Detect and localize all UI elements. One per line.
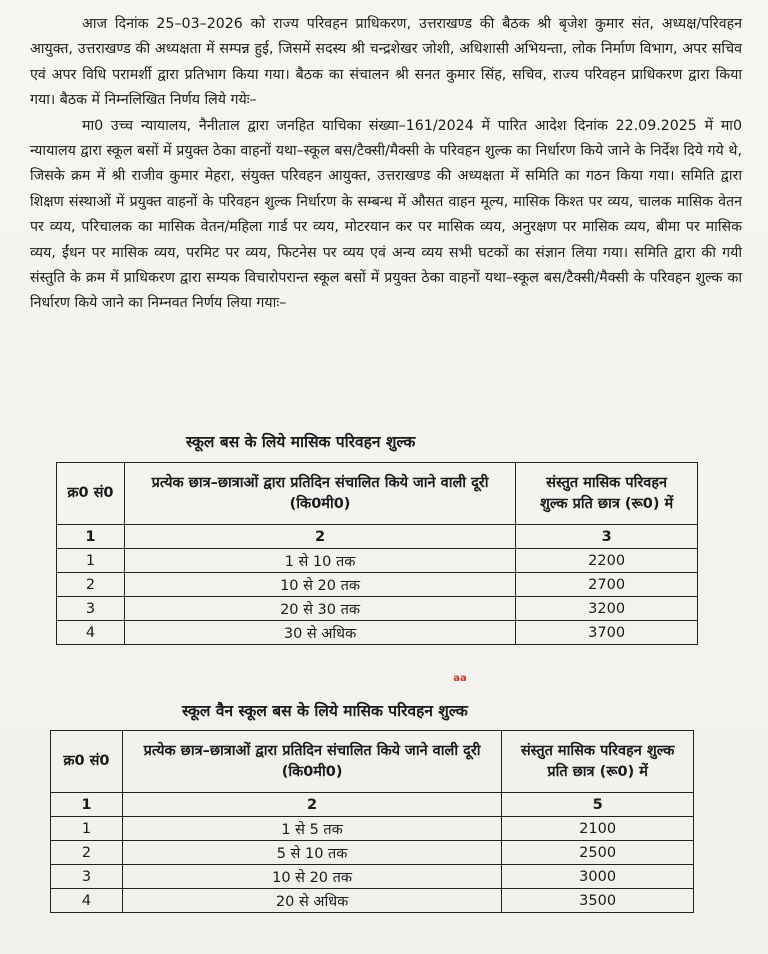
table1-header-serial: क्र0 सं0 [57, 463, 125, 525]
table1-colnum: 2 [124, 525, 515, 549]
table2-cell-distance: 20 से अधिक [122, 889, 501, 913]
table-row [57, 597, 698, 621]
table1-header-fee: संस्तुत मासिक परिवहन शुल्क प्रति छात्र (रू0) में [516, 463, 698, 525]
table-row [57, 621, 698, 645]
table2-cell-distance: 1 से 5 तक [122, 817, 501, 841]
table-row [51, 865, 694, 889]
table1-cell-fee: 3700 [516, 621, 698, 645]
table2-header-row [51, 731, 694, 793]
table2-cell-distance: 5 से 10 तक [122, 841, 501, 865]
table-row [51, 817, 694, 841]
table2-cell-distance: 10 से 20 तक [122, 865, 501, 889]
table1-colnum: 1 [57, 525, 125, 549]
table2-header-distance: प्रत्येक छात्र–छात्राओं द्वारा प्रतिदिन संचालित किये जाने वाली दूरी (कि0मी0) [122, 731, 501, 793]
table1-cell-fee: 3200 [516, 597, 698, 621]
table2-colnum: 2 [122, 793, 501, 817]
table2-title: स्कूल वैन स्कूल बस के लिये मासिक परिवहन शुल्क [182, 702, 468, 720]
table2-cell-fee: 3000 [502, 865, 694, 889]
table2-cell-fee: 3500 [502, 889, 694, 913]
paragraph-decision: मा0 उच्च न्यायालय, नैनीताल द्वारा जनहित याचिका संख्या–161/2024 में पारित आदेश दिनांक 22.09.2025 में मा0 न्यायालय द्वारा स्कूल बसों में प्रयुक्त ठेका वाहनों यथा–स्कूल बस/टैक्सी/मैक्सी के परिवहन शुल्क का निर्धारण किये जाने के निर्देश दिये गये थे, जिसके क्रम में श्री राजीव कुमार मेहरा, संयुक्त परिवहन आयुक्त, उत्तराखण्ड की अध्यक्षता में समिति का गठन किया गया। समिति द्वारा शिक्षण संस्थाओं में प्रयुक्त वाहनों के परिवहन शुल्क निर्धारण के सम्बन्ध में औसत वाहन मूल्य, मासिक किश्त पर व्यय, चालक मासिक वेतन पर व्यय, परिचालक का मासिक वेतन/महिला गार्ड पर व्यय, मोटरयान कर पर मासिक व्यय, अनुरक्षण पर मासिक व्यय, बीमा पर मासिक व्यय, ईंधन पर मासिक व्यय, परमिट पर व्यय, फिटनेस पर व्यय एवं अन्य व्यय सभी घटकों का संज्ञान लिया गया। समिति द्वारा की गयी संस्तुति के क्रम में प्राधिकरण द्वारा सम्यक विचारोपरान्त स्कूल बसों में प्रयुक्त ठेका वाहनों यथा–स्कूल बस/टैक्सी/मैक्सी के परिवहन शुल्क का निर्धारण किये जाने का निम्नवत निर्णय लिया गयाः– [30, 117, 742, 312]
table2-header-fee: संस्तुत मासिक परिवहन शुल्क प्रति छात्र (रू0) में [502, 731, 694, 793]
table-row [57, 549, 698, 573]
table1-cell-serial: 2 [57, 573, 125, 597]
table1-cell-serial: 4 [57, 621, 125, 645]
table2-colnum: 5 [502, 793, 694, 817]
table1-cell-distance: 10 से 20 तक [124, 573, 515, 597]
table2-number-row [51, 793, 694, 817]
table2-header-serial: क्र0 सं0 [51, 731, 123, 793]
table1-number-row [57, 525, 698, 549]
table1-cell-distance: 1 से 10 तक [124, 549, 515, 573]
table-school-van-fee [50, 730, 694, 913]
body-text [30, 12, 742, 317]
table2-colnum: 1 [51, 793, 123, 817]
table1-cell-fee: 2700 [516, 573, 698, 597]
table1-cell-distance: 20 से 30 तक [124, 597, 515, 621]
paragraph-meeting: आज दिनांक 25–03–2026 को राज्य परिवहन प्राधिकरण, उत्तराखण्ड की बैठक श्री बृजेश कुमार संत, अध्यक्ष/परिवहन आयुक्त, उत्तराखण्ड की अध्यक्षता में सम्पन्न हुई, जिसमें सदस्य श्री चन्द्रशेखर जोशी, अधिशासी अभियन्ता, लोक निर्माण विभाग, अपर सचिव एवं अपर विधि परामर्शी द्वारा प्रतिभाग किया गया। बैठक का संचालन श्री सनत कुमार सिंह, सचिव, राज्य परिवहन प्राधिकरण द्वारा किया गया। बैठक में निम्नलिखित निर्णय लिये गयेः– [30, 16, 742, 109]
table2-cell-fee: 2100 [502, 817, 694, 841]
table2-cell-serial: 2 [51, 841, 123, 865]
table1-header-row [57, 463, 698, 525]
table-row [51, 889, 694, 913]
table1-title: स्कूल बस के लिये मासिक परिवहन शुल्क [186, 433, 416, 451]
table1-cell-fee: 2200 [516, 549, 698, 573]
table-school-bus-fee [56, 462, 698, 645]
table2-cell-serial: 1 [51, 817, 123, 841]
table-row [57, 573, 698, 597]
table1-cell-serial: 3 [57, 597, 125, 621]
table1-colnum: 3 [516, 525, 698, 549]
table2-cell-serial: 3 [51, 865, 123, 889]
watermark-mark: aa [453, 673, 467, 684]
table1-cell-distance: 30 से अधिक [124, 621, 515, 645]
table2-cell-fee: 2500 [502, 841, 694, 865]
table1-header-distance: प्रत्येक छात्र–छात्राओं द्वारा प्रतिदिन संचालित किये जाने वाली दूरी (कि0मी0) [124, 463, 515, 525]
table2-cell-serial: 4 [51, 889, 123, 913]
table1-cell-serial: 1 [57, 549, 125, 573]
table-row [51, 841, 694, 865]
